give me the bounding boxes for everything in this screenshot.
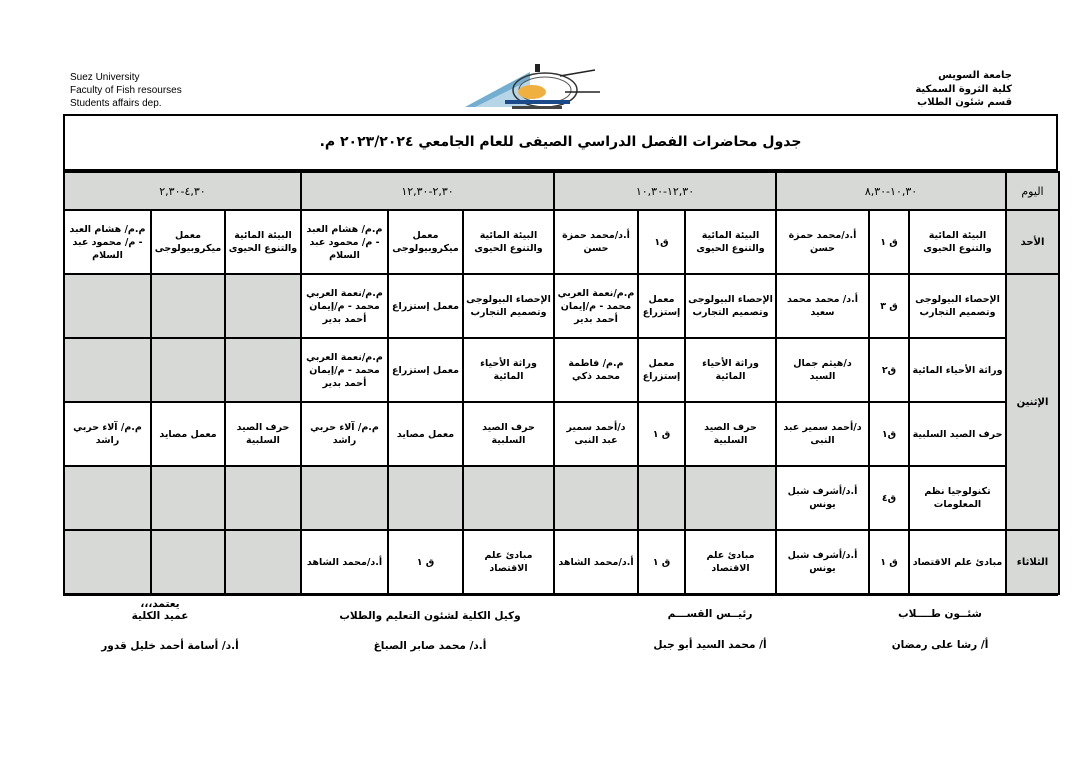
room-cell: ق١ <box>638 210 685 274</box>
instructor-cell: م.م/نعمة العربي محمد - م/إيمان أحمد بدير <box>301 274 388 338</box>
empty-cell <box>151 338 225 402</box>
table-row <box>64 274 1059 338</box>
faculty-name-en: Faculty of Fish resourses <box>70 85 182 96</box>
day-monday: الإثنين <box>1006 274 1059 530</box>
room-cell: معمل إستزراع <box>638 338 685 402</box>
course-cell: البيئة المائية والتنوع الحيوى <box>685 210 776 274</box>
instructor-cell: أ.د/ محمد محمد سعيد <box>776 274 869 338</box>
table-row <box>64 530 1059 594</box>
day-tuesday: الثلاثاء <box>1006 530 1059 594</box>
instructor-cell: أ.د/محمد حمزة حسن <box>554 210 638 274</box>
day-sunday: الأحد <box>1006 210 1059 274</box>
time-slot-4: ٤,٣٠-٢,٣٠ <box>64 172 301 210</box>
course-cell: البيئة المائية والتنوع الحيوى <box>225 210 301 274</box>
instructor-cell: أ.د/أشرف شبل يونس <box>776 466 869 530</box>
header-arabic <box>915 69 1012 110</box>
room-cell: ق ١ <box>869 210 909 274</box>
signature-approval: يعتمد،،، <box>140 598 180 610</box>
signature-role: شئــون طــــلاب <box>898 608 982 620</box>
instructor-cell: د/أحمد سمير عبد النبى <box>776 402 869 466</box>
empty-cell <box>554 466 638 530</box>
room-cell: معمل إستزراع <box>638 274 685 338</box>
empty-cell <box>463 466 554 530</box>
room-cell: ق ١ <box>869 530 909 594</box>
course-cell: حرف الصيد السلبية <box>463 402 554 466</box>
empty-cell <box>301 466 388 530</box>
room-cell: معمل ميكروبيولوجى <box>388 210 463 274</box>
instructor-cell: د/أحمد سمير عبد النبى <box>554 402 638 466</box>
empty-cell <box>225 466 301 530</box>
signature-department-head <box>640 608 780 651</box>
room-cell: معمل مصايد <box>388 402 463 466</box>
instructor-cell: م.م/ هشام العبد - م/ محمود عبد السلام <box>64 210 151 274</box>
university-name-en: Suez University <box>70 72 140 83</box>
instructor-cell: م.م/نعمة العربي محمد - م/إيمان أحمد بدير <box>301 338 388 402</box>
instructor-cell: م.م/نعمة العربي محمد - م/إيمان أحمد بدير <box>554 274 638 338</box>
room-cell: ق ١ <box>388 530 463 594</box>
department-name-ar: قسم شئون الطلاب <box>917 97 1012 108</box>
empty-cell <box>64 338 151 402</box>
instructor-cell: أ.د/محمد الشاهد <box>554 530 638 594</box>
signature-role: رئيــس القســـم <box>667 608 753 620</box>
day-column-header: اليوم <box>1006 172 1059 210</box>
header-row <box>64 172 1059 210</box>
schedule-title: جدول محاضرات الفصل الدراسي الصيفى للعام الجامعي ٢٠٢٣/٢٠٢٤ م. <box>63 114 1058 171</box>
time-slot-1: ١٠,٣٠-٨,٣٠ <box>776 172 1006 210</box>
empty-cell <box>64 274 151 338</box>
empty-cell <box>685 466 776 530</box>
signature-vice-dean <box>320 610 540 652</box>
room-cell: ق ٣ <box>869 274 909 338</box>
signature-student-affairs <box>870 608 1010 651</box>
signature-name: أ/ محمد السيد أبو جبل <box>653 639 767 651</box>
signature-role: وكيل الكلية لشئون التعليم والطلاب <box>339 610 521 622</box>
table-row <box>64 338 1059 402</box>
room-cell: معمل إستزراع <box>388 338 463 402</box>
room-cell: ق١ <box>869 402 909 466</box>
university-logo-icon <box>460 62 610 112</box>
course-cell: تكنولوجيا نظم المعلومات <box>909 466 1006 530</box>
course-cell: الإحصاء البيولوجى وتصميم التجارب <box>685 274 776 338</box>
instructor-cell: م.م/ فاطمة محمد ذكي <box>554 338 638 402</box>
time-slot-3: ٢,٣٠-١٢,٣٠ <box>301 172 554 210</box>
course-cell: وراثة الأحياء المائية <box>909 338 1006 402</box>
room-cell: معمل مصايد <box>151 402 225 466</box>
signature-name: أ.د/ أسامة أحمد خليل قدور <box>101 640 239 652</box>
instructor-cell: م.م/ آلاء حربي راشد <box>301 402 388 466</box>
course-cell: مبادئ علم الاقتصاد <box>685 530 776 594</box>
signature-role: عميد الكلية <box>131 610 189 622</box>
signature-dean <box>80 598 240 652</box>
course-cell: وراثة الأحياء المائية <box>685 338 776 402</box>
course-cell: الإحصاء البيولوجى وتصميم التجارب <box>463 274 554 338</box>
course-cell: البيئة المائية والتنوع الحيوى <box>909 210 1006 274</box>
course-cell: مبادئ علم الاقتصاد <box>463 530 554 594</box>
empty-cell <box>151 466 225 530</box>
empty-cell <box>64 530 151 594</box>
instructor-cell: أ.د/محمد حمزة حسن <box>776 210 869 274</box>
course-cell: حرف الصيد السلبية <box>225 402 301 466</box>
course-cell: مبادئ علم الاقتصاد <box>909 530 1006 594</box>
course-cell: حرف الصيد السلبية <box>685 402 776 466</box>
instructor-cell: م.م/ هشام العبد - م/ محمود عبد السلام <box>301 210 388 274</box>
empty-cell <box>225 274 301 338</box>
room-cell: معمل إستزراع <box>388 274 463 338</box>
course-cell: وراثة الأحياء المائية <box>463 338 554 402</box>
empty-cell <box>64 466 151 530</box>
faculty-name-ar: كلية الثروة السمكية <box>915 83 1012 95</box>
instructor-cell: د/هيثم جمال السيد <box>776 338 869 402</box>
room-cell: ق ١ <box>638 530 685 594</box>
empty-cell <box>151 274 225 338</box>
university-name-ar: جامعة السويس <box>938 70 1012 81</box>
course-cell: الإحصاء البيولوجى وتصميم التجارب <box>909 274 1006 338</box>
empty-cell <box>638 466 685 530</box>
time-slot-2: ١٢,٣٠-١٠,٣٠ <box>554 172 776 210</box>
instructor-cell: م.م/ آلاء حربي راشد <box>64 402 151 466</box>
room-cell: ق٤ <box>869 466 909 530</box>
course-cell: حرف الصيد السلبية <box>909 402 1006 466</box>
instructor-cell: أ.د/أشرف شبل يونس <box>776 530 869 594</box>
table-row <box>64 466 1059 530</box>
empty-cell <box>225 338 301 402</box>
table-row <box>64 402 1059 466</box>
schedule-table <box>63 171 1060 595</box>
empty-cell <box>388 466 463 530</box>
table-row <box>64 210 1059 274</box>
empty-cell <box>151 530 225 594</box>
instructor-cell: أ.د/محمد الشاهد <box>301 530 388 594</box>
course-cell: البيئة المائية والتنوع الحيوى <box>463 210 554 274</box>
signature-name: أ.د/ محمد صابر الصباغ <box>373 640 487 652</box>
signature-name: أ/ رشا على رمضان <box>891 639 989 651</box>
room-cell: ق٢ <box>869 338 909 402</box>
header-english <box>70 71 182 110</box>
department-name-en: Students affairs dep. <box>70 98 162 109</box>
room-cell: ق ١ <box>638 402 685 466</box>
room-cell: معمل ميكروبيولوجى <box>151 210 225 274</box>
empty-cell <box>225 530 301 594</box>
